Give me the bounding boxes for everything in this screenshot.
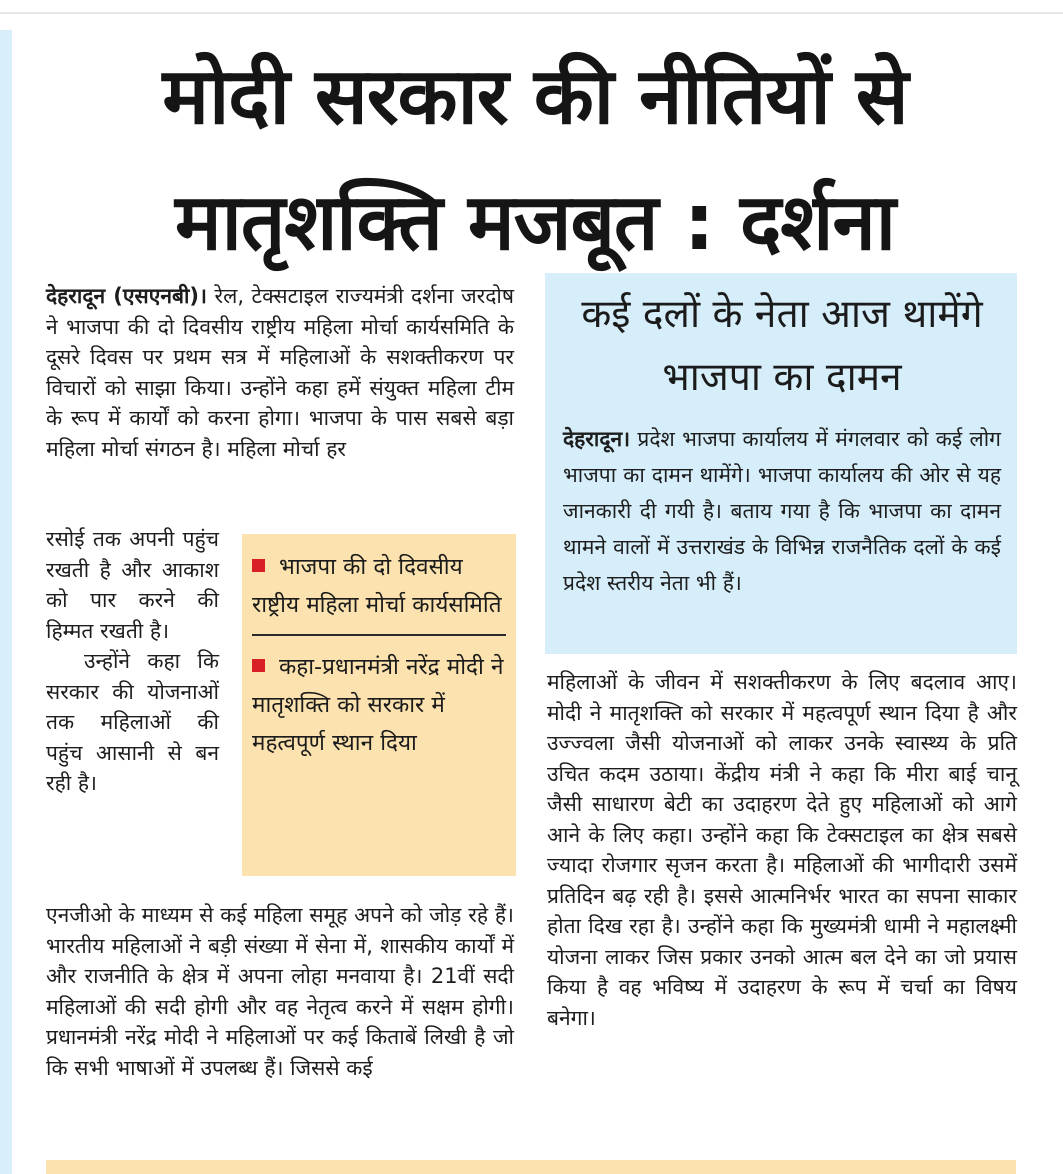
dateline: देहरादून (एसएनबी)। bbox=[46, 284, 207, 308]
sidebar-news-box bbox=[545, 273, 1017, 654]
article-column-left-top bbox=[46, 281, 514, 464]
highlight-item bbox=[252, 648, 506, 762]
red-square-bullet-icon bbox=[252, 659, 265, 672]
highlight-divider bbox=[252, 634, 506, 636]
article-column-left-narrow bbox=[46, 524, 219, 799]
left-margin-strip bbox=[0, 30, 12, 1174]
article-column-right bbox=[547, 667, 1017, 1033]
article-paragraph: उन्होंने कहा कि सरकार की योजनाओं तक महिलाओं की पहुंच आसानी से बन रही है। bbox=[46, 649, 219, 795]
sidebar-title: कई दलों के नेता आज थामेंगे भाजपा का दामन bbox=[581, 292, 983, 400]
sidebar-paragraph bbox=[563, 421, 1001, 601]
sidebar-dateline: देहरादून। bbox=[563, 427, 631, 451]
highlight-box bbox=[242, 534, 516, 876]
top-rule bbox=[0, 12, 1063, 14]
highlight-text: भाजपा की दो दिवसीय राष्ट्रीय महिला मोर्चा कार्यसमिति bbox=[252, 554, 502, 618]
sidebar-text: प्रदेश भाजपा कार्यालय में मंगलवार को कई लोग भाजपा का दामन थामेंगे। भाजपा कार्यालय की ओर से यह जानकारी दी गयी है। बताय गया है कि भाजपा का दामन थामने वालों में उत्तराखंड के विभिन्न राजनैतिक दलों के कई प्रदेश स्तरीय नेता भी हैं। bbox=[563, 427, 1001, 595]
article-paragraph bbox=[46, 281, 514, 464]
highlight-text: कहा-प्रधानमंत्री नरेंद्र मोदी ने मातृशक्ति को सरकार में महत्वपूर्ण स्थान दिया bbox=[252, 654, 504, 756]
article-paragraph: एनजीओ के माध्यम से कई महिला समूह अपने को जोड़ रहे हैं। भारतीय महिलाओं ने बड़ी संख्या में सेना में, शासकीय कार्यों में और राजनीति के क्षेत्र में अपना लोहा मनवाया है। 21वीं सदी महिलाओं की सदी होगी और वह नेतृत्व करने में सक्षम होगी। प्रधानमंत्री नरेंद्र मोदी ने महिलाओं पर कई किताबें लिखी है जो कि सभी भाषाओं में उपलब्ध हैं। जिससे कई bbox=[46, 903, 514, 1080]
red-square-bullet-icon bbox=[252, 559, 265, 572]
article-column-left-bottom bbox=[46, 900, 514, 1083]
article-paragraph: महिलाओं के जीवन में सशक्तीकरण के लिए बदलाव आए। मोदी ने मातृशक्ति को सरकार में महत्वपूर्ण स्थान दिया है और उज्ज्वला जैसी योजनाओं को लाकर उनके स्वास्थ्य के प्रति उचित कदम उठाया। केंद्रीय मंत्री ने कहा कि मीरा बाई चानू जैसी साधारण बेटी का उदाहरण देते हुए महिलाओं को आगे आने के लिए कहा। उन्होंने कहा कि टेक्सटाइल का क्षेत्र सबसे ज्यादा रोजगार सृजन करता है। महिलाओं की भागीदारी उसमें प्रतिदिन बढ़ रही है। इससे आत्मनिर्भर भारत का सपना साकार होता दिख रहा है। उन्होंने कहा कि मुख्यमंत्री धामी ने महालक्ष्मी योजना लाकर जिस प्रकार उनको आत्म बल देने का जो प्रयास किया है वह भविष्य में उदाहरण के रूप में चर्चा का विषय बनेगा। bbox=[547, 670, 1017, 1030]
highlight-item bbox=[252, 548, 506, 624]
article-text: रेल, टेक्सटाइल राज्यमंत्री दर्शना जरदोष ने भाजपा की दो दिवसीय राष्ट्रीय महिला मोर्चा कार्यसमिति के दूसरे दिवस पर प्रथम सत्र में महिलाओं के सशक्तीकरण पर विचारों को साझा किया। उन्होंने कहा हमें संयुक्त महिला टीम के रूप में कार्यों को करना होगा। भाजपा के पास सबसे बड़ा महिला मोर्चा संगठन है। महिला मोर्चा हर bbox=[46, 284, 514, 461]
bottom-color-strip bbox=[46, 1160, 1016, 1174]
article-paragraph: रसोई तक अपनी पहुंच रखती है और आकाश को पार करने की हिम्मत रखती है। bbox=[46, 527, 219, 643]
headline: मोदी सरकार की नीतियों से मातृशक्ति मजबूत : दर्शना bbox=[162, 52, 908, 268]
